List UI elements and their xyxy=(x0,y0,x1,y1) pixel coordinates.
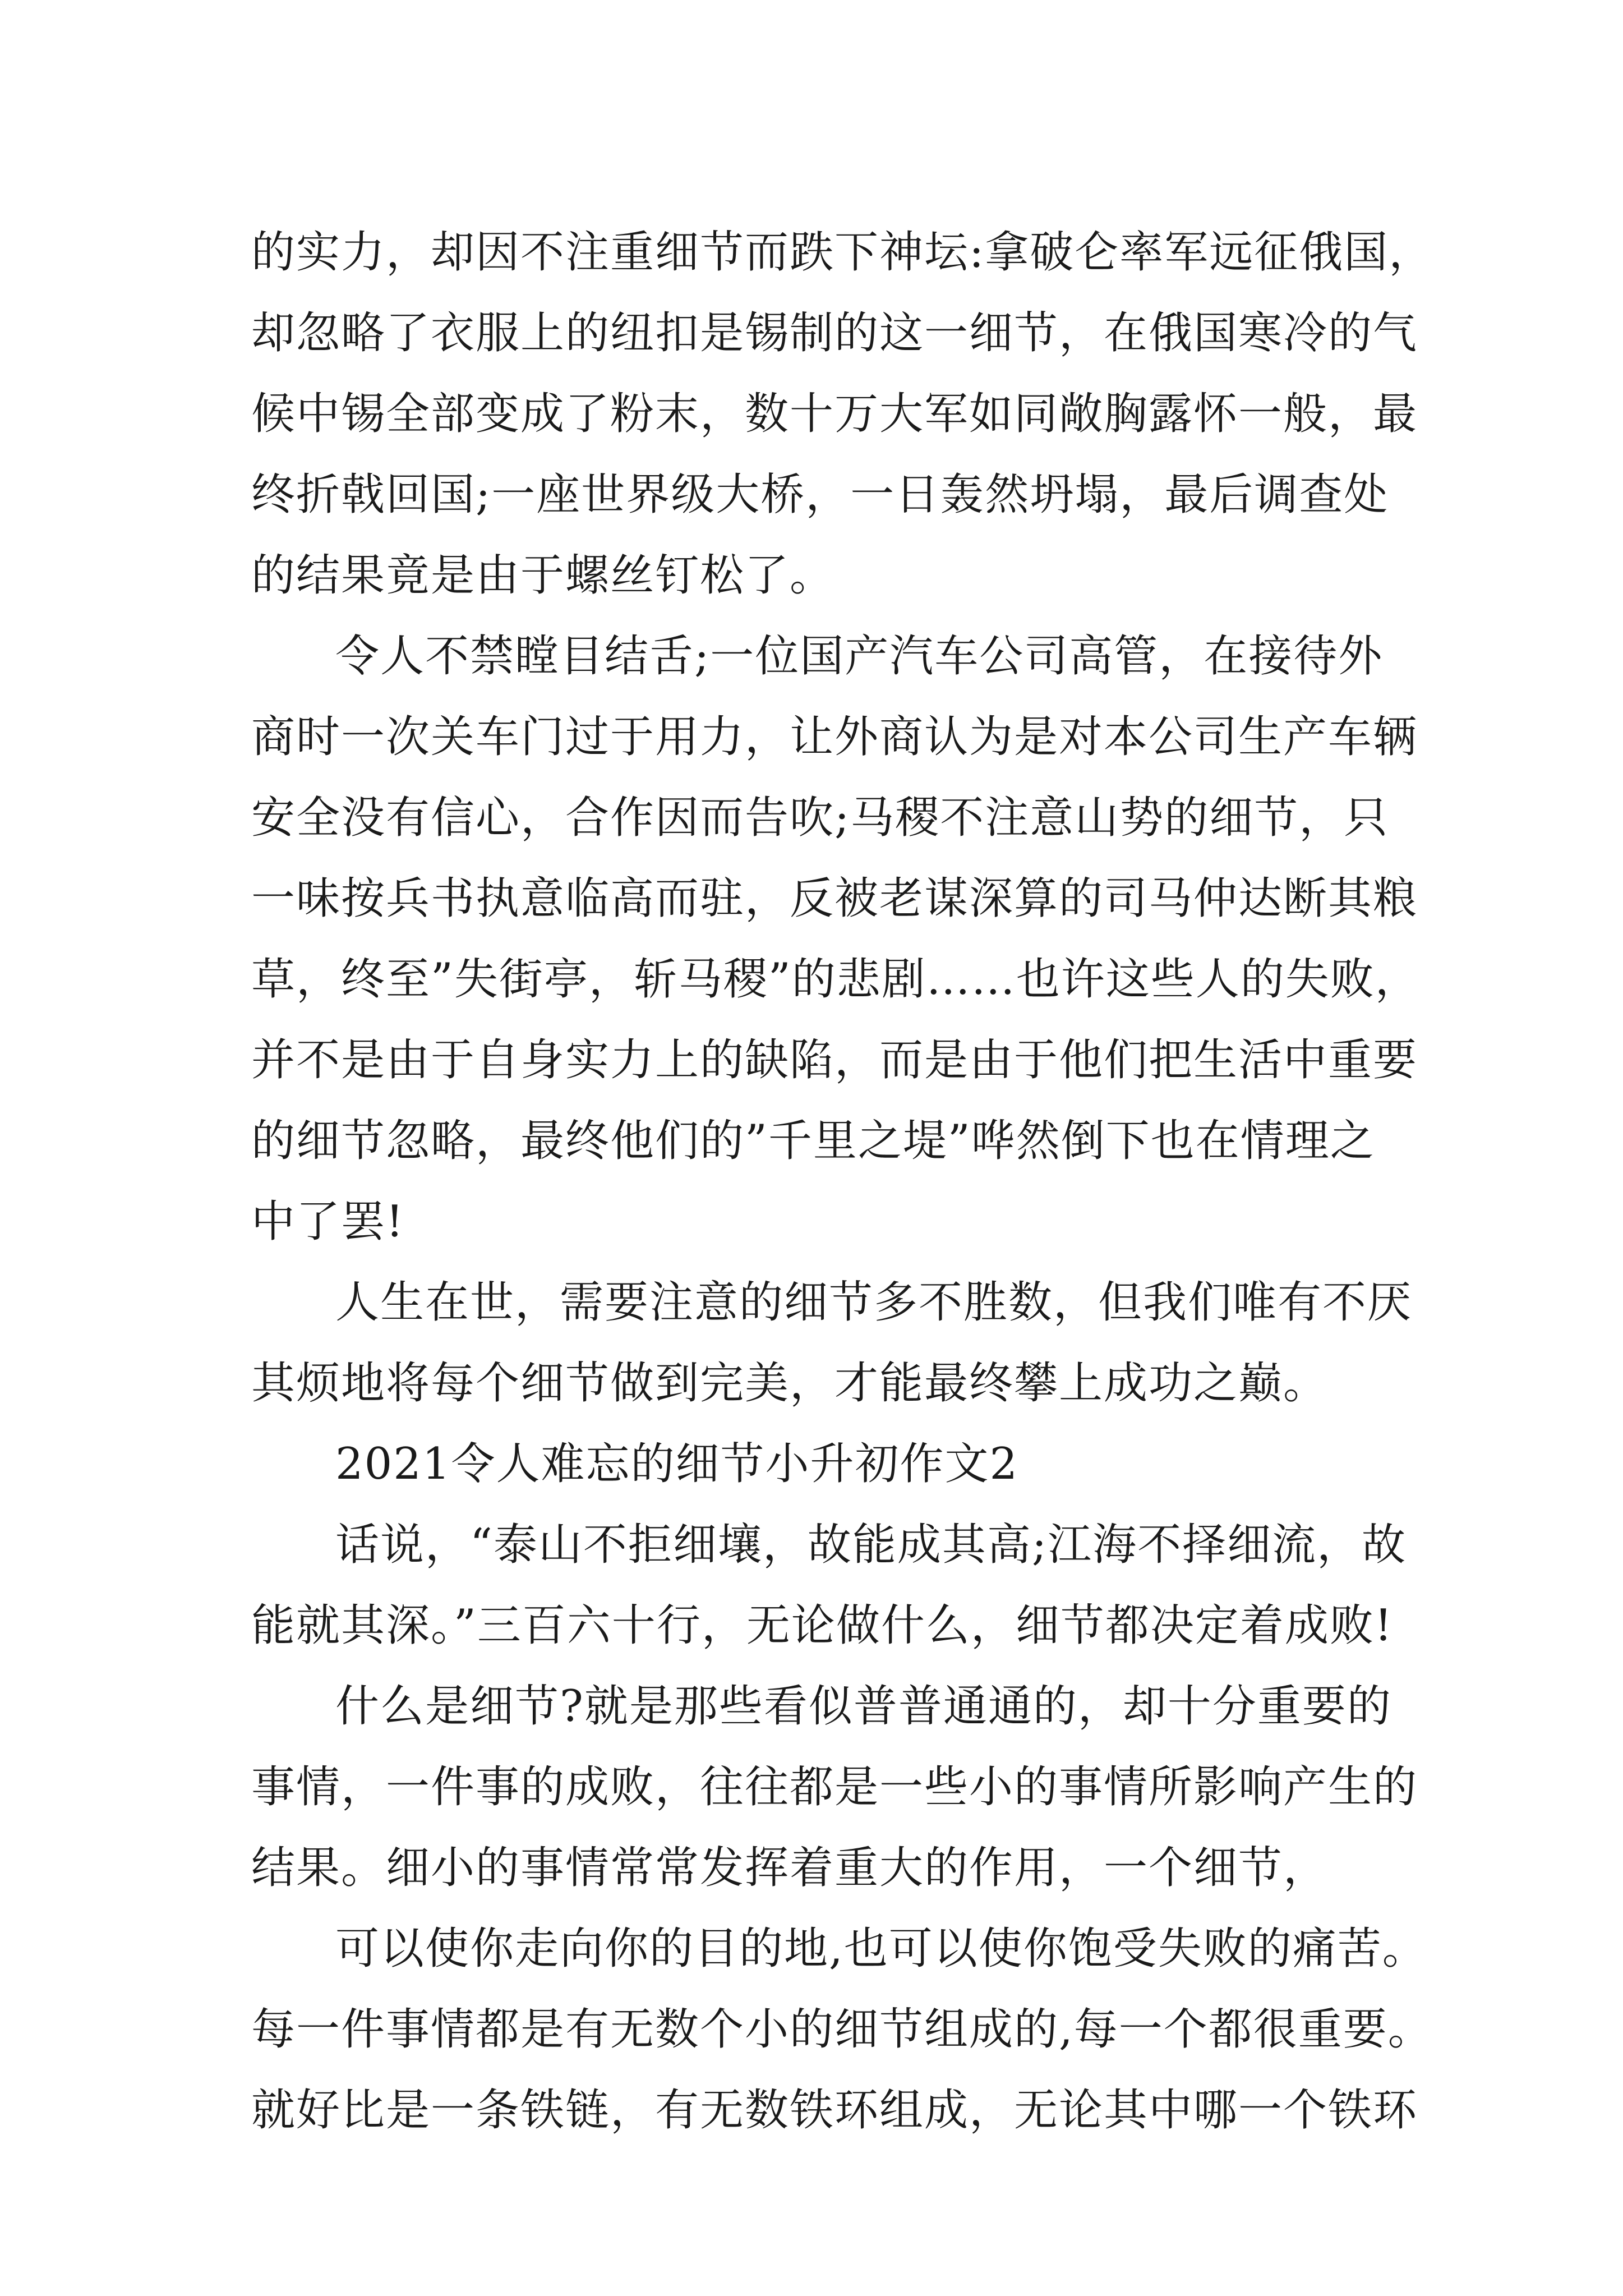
text-line: 的细节忽略，最终他们的”千里之堤”哗然倒下也在情理之 xyxy=(251,1116,1375,1166)
text-line: 并不是由于自身实力上的缺陷，而是由于他们把生活中重要 xyxy=(251,1035,1418,1085)
paragraph-first-line: 什么是细节?就是那些看似普普通通的，却十分重要的 xyxy=(335,1681,1392,1732)
paragraph-first-line: 令人不禁瞠目结舌;一位国产汽车公司高管，在接待外 xyxy=(335,631,1384,682)
text-line: 草，终至”失街亭，斩马稷”的悲剧……也许这些人的失败， xyxy=(251,954,1420,1005)
text-line: 能就其深。”三百六十行，无论做什么，细节都决定着成败! xyxy=(251,1600,1394,1651)
document-body xyxy=(251,212,1434,2151)
text-line: 结果。细小的事情常常发挥着重大的作用，一个细节， xyxy=(251,1843,1329,1893)
text-line: 的结果竟是由于螺丝钉松了。 xyxy=(251,550,835,601)
text-line: 每一件事情都是有无数个小的细节组成的,每一个都很重要。 xyxy=(251,2004,1433,2055)
paragraph-first-line: 人生在世，需要注意的细节多不胜数，但我们唯有不厌 xyxy=(335,1277,1413,1328)
text-line: 终折戟回国;一座世界级大桥，一日轰然坍塌，最后调查处 xyxy=(251,470,1389,520)
text-line: 其烦地将每个细节做到完美，才能最终攀上成功之巅。 xyxy=(251,1358,1329,1409)
text-line: 事情，一件事的成败，往往都是一些小的事情所影响产生的 xyxy=(251,1762,1418,1812)
text-line: 中了罢! xyxy=(251,1197,405,1247)
text-line: 的实力，却因不注重细节而跌下神坛:拿破仑率军远征俄国， xyxy=(251,227,1434,278)
paragraph-first-line: 话说，“泰山不拒细壤，故能成其高;江海不择细流，故 xyxy=(335,1520,1407,1570)
text-line: 安全没有信心，合作因而告吹;马稷不注意山势的细节，只 xyxy=(251,793,1389,843)
paragraph-first-line: 可以使你走向你的目的地,也可以使你饱受失败的痛苦。 xyxy=(335,1924,1427,1974)
text-line: 却忽略了衣服上的纽扣是锡制的这一细节，在俄国寒冷的气 xyxy=(251,308,1418,358)
section-heading: 2021令人难忘的细节小升初作文2 xyxy=(335,1439,1019,1489)
text-line: 一味按兵书执意临高而驻，反被老谋深算的司马仲达断其粮 xyxy=(251,873,1418,924)
text-line: 商时一次关车门过于用力，让外商认为是对本公司生产车辆 xyxy=(251,712,1418,762)
text-line: 就好比是一条铁链，有无数铁环组成，无论其中哪一个铁环 xyxy=(251,2085,1418,2136)
text-line: 候中锡全部变成了粉末，数十万大军如同敞胸露怀一般，最 xyxy=(251,389,1418,439)
